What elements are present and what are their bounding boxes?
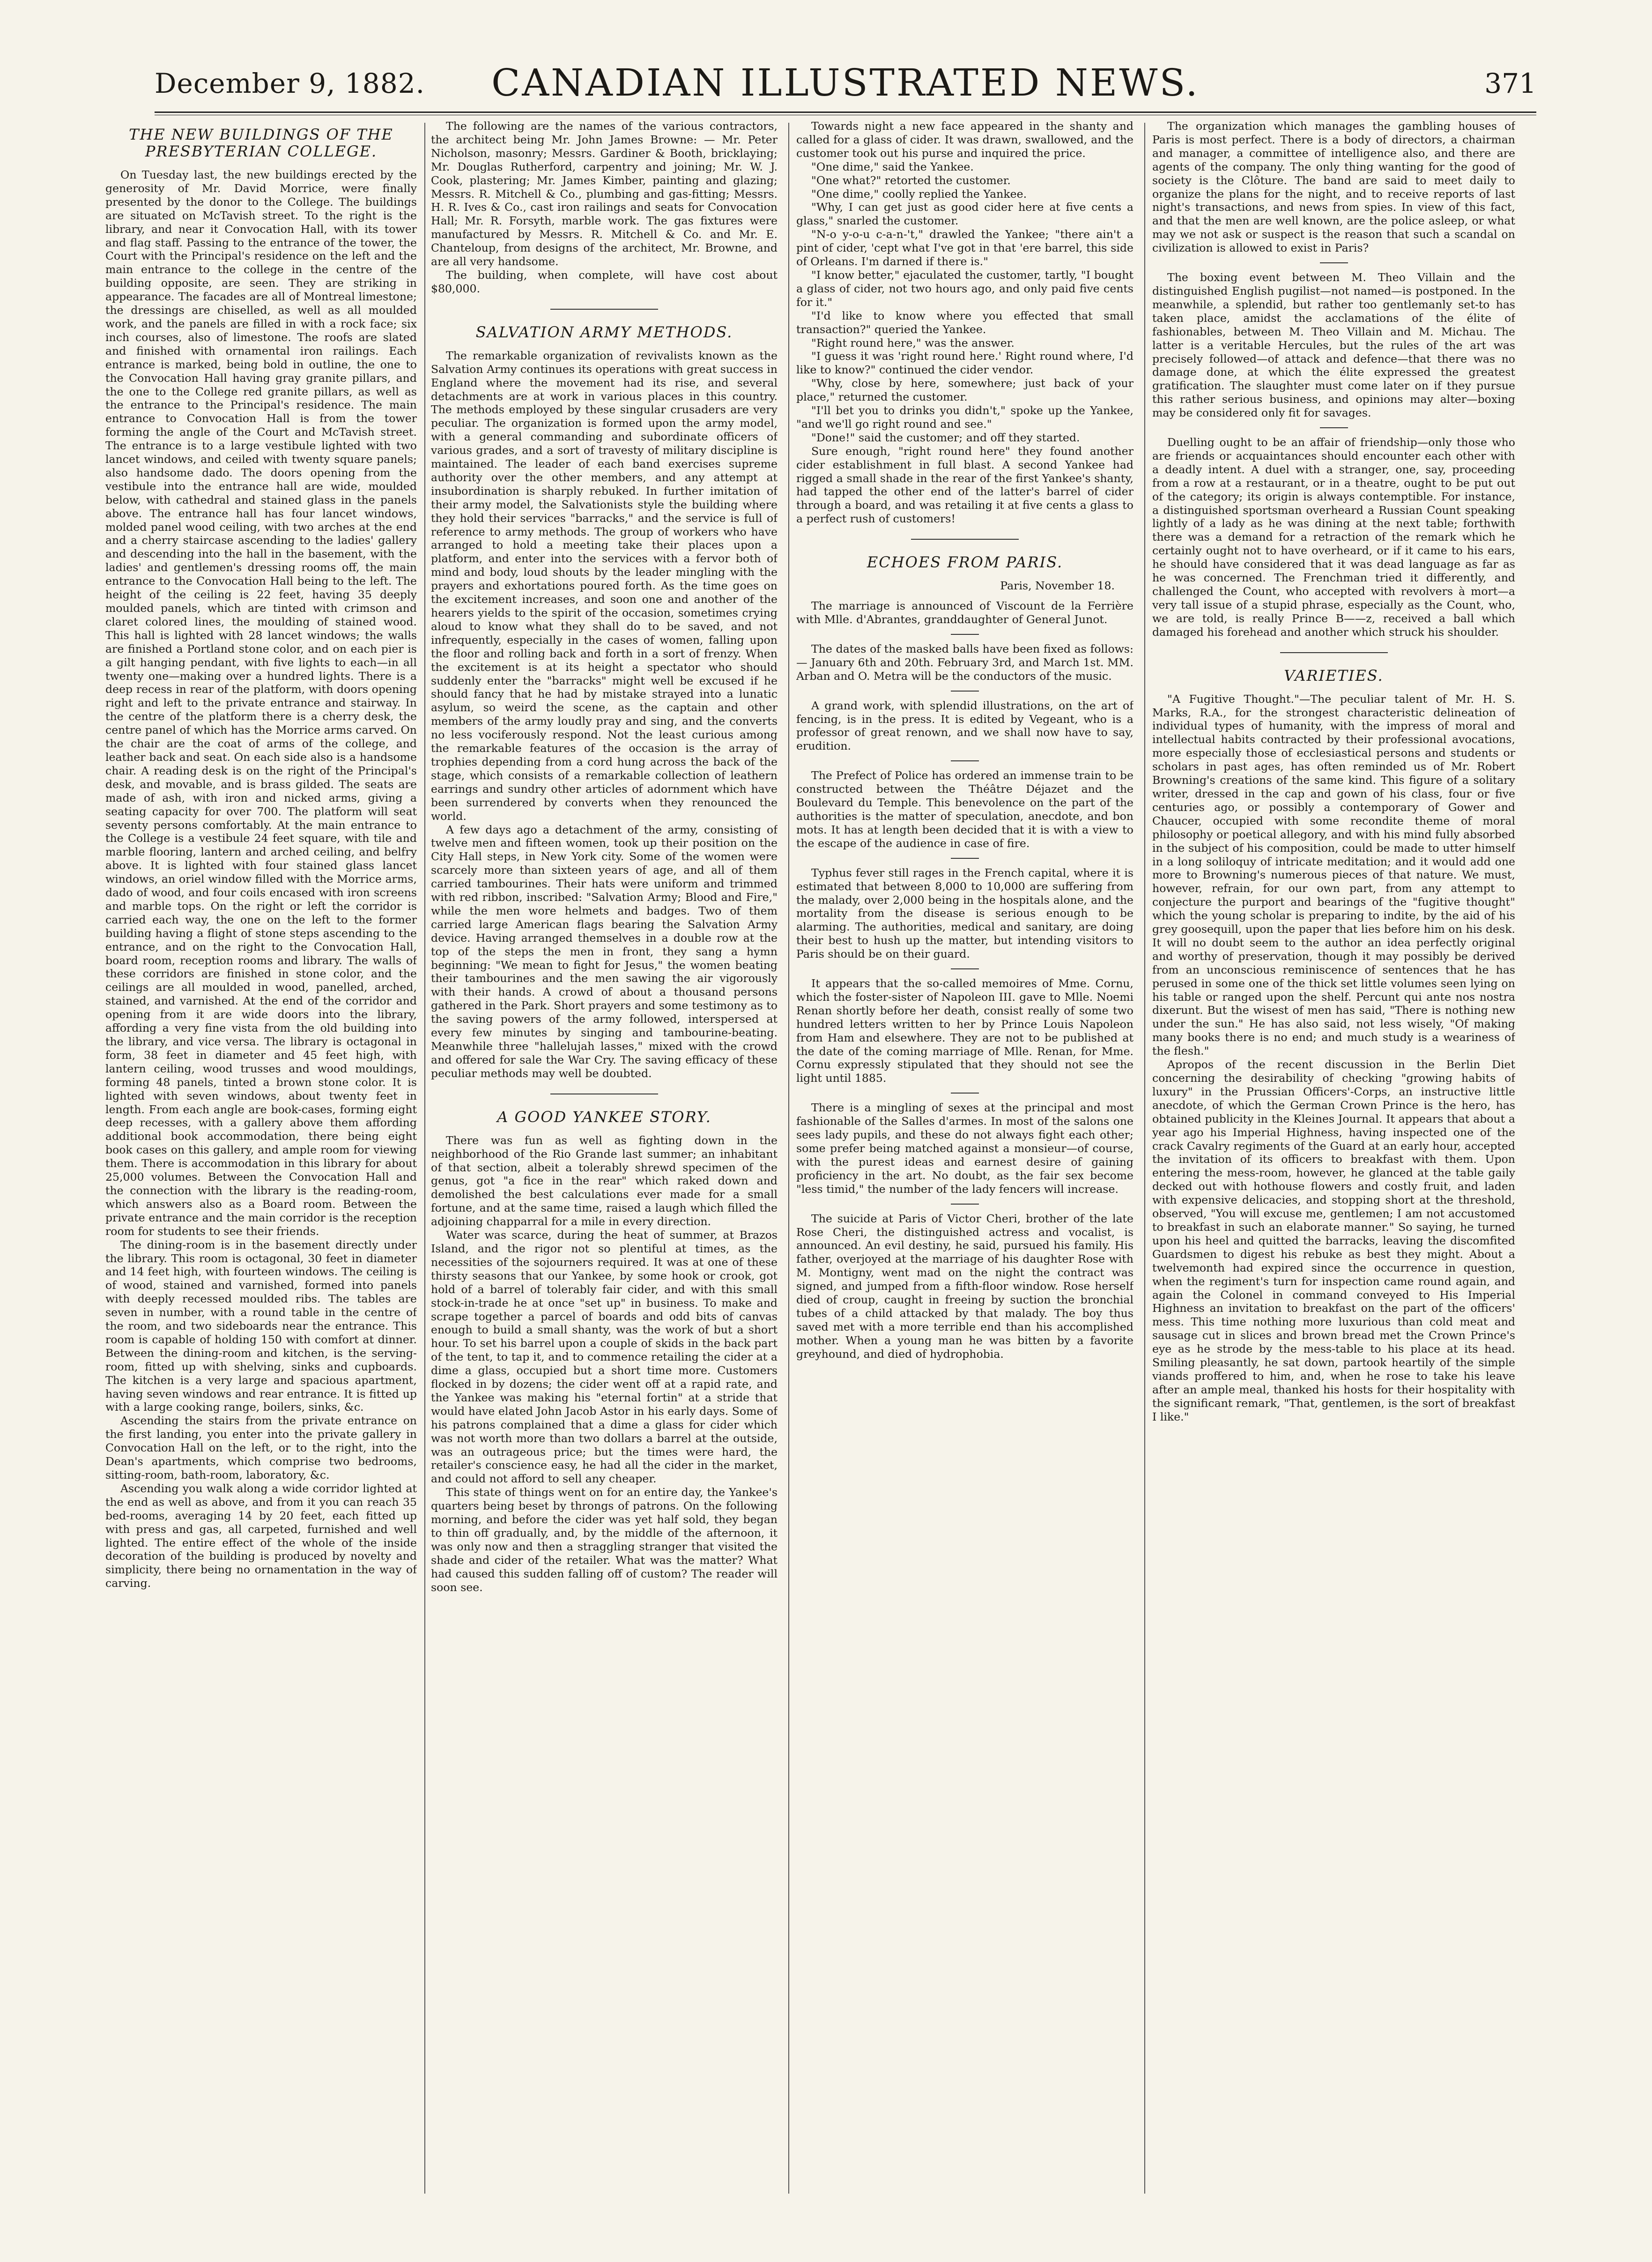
paragraph-separator	[951, 1204, 979, 1205]
column-3	[796, 119, 1133, 2200]
paragraph-separator	[1320, 427, 1348, 428]
article-paragraph: "A Fugitive Thought."—The peculiar talent of Mr. H. S. Marks, R.A., for the strongest characteristic delineation of individual types of humanity, with the impress of moral and intellectual habits contracted by their professional avocations, more especially those of ecclesiastical persons and students or scholars in past ages, has often reminded us of Mr. Robert Browning's creations of the same kind. This figure of a solitary writer, dressed in the cap and gown of his class, four or five centuries ago, or possibly a contemporary of Gower and Chaucer, occupied with some recondite theme of moral philosophy or poetical allegory, and with his mind fully absorbed in the subject of his composition, could be made to utter himself in a long soliloquy of intricate meditation; and it would add one more to Browning's numerous pieces of that nature. We must, however, refrain, for our own part, from any attempt to conjecture the purport and bearings of the "fugitive thought" which the young scholar is preparing to indite, by the aid of his grey goosequill, upon the paper that lies before him on his desk. It will no doubt seem to the author an idea perfectly original and worthy of preservation, though it may possibly be derived from an unconscious reminiscence of sentences that he has perused in some one of the thick set little volumes seen lying on his table or ranged upon the shelf. Percunt qui ante nos nostra dixerunt. But the wisest of men has said, "There is nothing new under the sun." He has also said, not less wisely, "Of making many books there is no end; and much study is a weariness of the flesh."	[1152, 692, 1515, 1058]
paragraph-separator	[951, 858, 979, 859]
issue-date: December 9, 1882.	[155, 67, 425, 99]
newspaper-title: CANADIAN ILLUSTRATED NEWS.	[491, 61, 1200, 104]
article-paragraph: The dining-room is in the basement directly under the library. This room is octagonal, 30 feet in diameter and 14 feet high, with fourteen windows. The ceiling is of wood, stained and varnished, formed into panels with deeply recessed moulded ribs. The tables are seven in number, with a round table in the centre of the room, and two sideboards near the entrance. This room is capable of holding 150 with comfort at dinner. Between the dining-room and kitchen, is the serving-room, fitted up with shelving, sinks and cupboards. The kitchen is a very large and spacious apartment, having seven windows and rear entrance. It is fitted up with a large cooking range, boilers, sinks, &c.	[105, 1238, 417, 1414]
article-title-presbyterian-college: THE NEW BUILDINGS OF THE PRESBYTERIAN COLLEGE.	[129, 126, 393, 160]
article-paragraph: Apropos of the recent discussion in the Berlin Diet concerning the desirability of checking "growing habits of luxury" in the Prussian Officers'-Corps, an instructive little anecdote, of which the German Crown Prince is the hero, has obtained publicity in the Kleines Journal. It appears that about a year ago his Imperial Highness, having inspected one of the crack Cavalry regiments of the Guard at an early hour, accepted the invitation of its officers to breakfast with them. Upon entering the mess-room, however, he glanced at the table gaily decked out with hothouse flowers and costly fruit, and laden with expensive delicacies, and stopping short at the threshold, observed, "You will excuse me, gentlemen; I am not accustomed to breakfast in such an elaborate manner." So saying, he turned upon his heel and quitted the barracks, leaving the discomfited Guardsmen to digest his rebuke as best they might. About a twelvemonth had expired since the occurrence in question, when the regiment's turn for inspection came round again, and again the Colonel in command conveyed to His Imperial Highness an invitation to breakfast on the part of the officers' mess. This time nothing more luxurious than cold meat and sausage cut in slices and brown bread met the Crown Prince's eye as he strode by the mess-table to his place at its head. Smiling pleasantly, he sat down, partook heartily of the simple viands proffered to him, and, when he rose to take his leave after an ample meal, thanked his hosts for their hospitality with the significant remark, "That, gentlemen, is the sort of breakfast I like."	[1152, 1058, 1515, 1423]
article-paragraph: "Why, I can get just as good cider here at five cents a glass," snarled the customer.	[796, 201, 1133, 228]
article-paragraph: Ascending the stairs from the private entrance on the first landing, you enter into the private gallery in Convocation Hall on the left, or to the right, into the Dean's apartments, which comprise two bedrooms, sitting-room, bath-room, laboratory, &c.	[105, 1414, 417, 1481]
article-title-salvation-army: SALVATION ARMY METHODS.	[475, 323, 733, 341]
article-paragraph: "One what?" retorted the customer.	[811, 173, 1011, 187]
article-paragraph: There was fun as well as fighting down in the neighborhood of the Rio Grande last summer; an inhabitant of that section, albeit a tolerably shrewd specimen of the genus, got "a fice in the rear" which raked down and demolished the best calculations ever made for a small fortune, and at the same time, raised a laugh which filled the adjoining chapparral for a mile in every direction.	[431, 1133, 778, 1228]
article-paragraph: Water was scarce, during the heat of summer, at Brazos Island, and the rigor not so plentiful at times, as the necessities of the sojourners required. It was at one of these thirsty seasons that our Yankee, by some hook or crook, got hold of a barrel of tolerably fair cider, and with this small stock-in-trade he at once "set up" in business. To make and scrape together a parcel of boards and odd bits of canvas enough to build a small shanty, was the work of but a short hour. To set his barrel upon a couple of skids in the back part of the tent, to tap it, and to commence retailing the cider at a dime a glass, occupied but a short time more. Customers flocked in by dozens; the cider went off at a rapid rate, and the Yankee was making his "eternal fortin" at a stride that would have elated John Jacob Astor in his early days. Some of his patrons complained that a dime a glass for cider which was not worth more than two dollars a barrel at the outside, was an outrageous price; but the times were hard, the retailer's conscience easy, he had all the cider in the market, and could not afford to sell any cheaper.	[431, 1228, 778, 1486]
column-divider	[1144, 123, 1145, 2194]
article-paragraph: "Right round here," was the answer.	[811, 336, 1015, 350]
article-paragraph: On Tuesday last, the new buildings erected by the generosity of Mr. David Morrice, were finally presented by the donor to the College. The buildings are situated on McTavish street. To the right is the library, and near it Convocation Hall, with its tower and flag staff. Passing to the entrance of the tower, the Court with the Principal's residence on the left and the main entrance to the college in the centre of the building opposite, are seen. They are striking in appearance. The facades are all of Montreal limestone; the dressings are chiselled, as well as all moulded work, and the panels are filled in with a rock face; six inch courses, also of limestone. The roofs are slated and finished with ornamental iron railings. Each entrance is marked, being bold in outline, the one to the Convocation Hall having gray granite pillars, and the one to the College red granite pillars, as well as the entrance to the Principal's residence. The main entrance to Convocation Hall is from the tower forming the angle of the Court and McTavish street. The entrance is to a large vestibule lighted with two lancet windows, and ceiled with twenty square panels; also handsome dado. The doors opening from the vestibule into the entrance hall are wide, moulded below, with cathedral and stained glass in the panels above. The entrance hall has four lancet windows, molded panel wood ceiling, with two arches at the end and a cherry staircase ascending to the ladies' gallery and descending into the hall in the basement, with the ladies' and gentlemen's dressing rooms off, the main entrance to the Convocation Hall being to the left. The height of the ceiling is 22 feet, having 35 deeply moulded panels, which are tinted with crimson and claret colored lines, the moulding of stained wood. This hall is lighted with 28 lancet windows; the walls are finished a Portland stone color, and on each pier is a gilt hanging pendant, with five lights to each—in all twenty one—making over a hundred lights. There is a deep recess in rear of the platform, with doors opening right and left to the private entrance and stairway. In the centre of the platform there is a cherry desk, the centre panel of which has the Morrice arms carved. On the chair are the coat of arms of the college, and leather back and seat. On each side also is a handsome chair. A reading desk is on the right of the Principal's desk, and movable, and is brass gilded. The seats are made of ash, with iron and nicked arms, giving a seating capacity for over 700. The platform will seat seventy persons comfortably. At the main entrance to the College is a vestibule 24 feet square, with tile and marble flooring, lantern and arched ceiling, and belfry above. It is lighted with four stained glass lancet windows, an oriel window filled with the Morrice arms, dado of wood, and four coils encased with iron screens and marble tops. On the right or left the corridor is carried each way, the one on the left to the former building having a flight of stone steps ascending to the entrance, and on the right to the Convocation Hall, board room, reception rooms and library. The walls of these corridors are finished in stone color, and the ceilings are all moulded in wood, panelled, arched, stained, and varnished. At the end of the corridor and opening from it are wide doors into the library, affording a very fine vista from the old building into the library, and vice versa. The library is octagonal in form, 38 feet in diameter and 45 feet high, with lantern ceiling, wood trusses and wood mouldings, forming 48 panels, tinted a brown stone color. It is lighted with seven windows, about twenty feet in length. From each angle are book-cases, forming eight deep recesses, with a gallery above them affording additional book accommodation, there being eight book cases on this gallery, and ample room for viewing them. There is accommodation in this library for about 25,000 volumes. Between the Convocation Hall and the connection with the library is the reading-room, which answers also as a Board room. Between the private entrance and the main corridor is the reception room for students to see their friends.	[105, 168, 417, 1238]
article-paragraph: Duelling ought to be an affair of friendship—only those who are friends or acquaintances should encounter each other with a deadly intent. A duel with a stranger, one, say, proceeding from a row at a restaurant, or in a theatre, ought to be put out of the category; its origin is always contemptible. For instance, a distinguished sportsman overheard a Russian Count speaking lightly of a lady as he was dining at the next table; forthwith there was a demand for a retraction of the remark which he certainly ought not to have overheard, or if it came to his ears, he should have considered that it was dead language as far as he was concerned. The Frenchman tried it differently, and challenged the Count, who accepted with revolvers à mort—a very tall issue of a stupid phrase, especially as the Count, who, we are told, is really Prince B——z, received a ball which damaged his forehead and another which struck his shoulder.	[1152, 436, 1515, 639]
article-paragraph: "I guess it was 'right round here.' Right round where, I'd like to know?" continued the cider vendor.	[796, 350, 1133, 377]
paragraph-separator	[951, 1093, 979, 1094]
article-paragraph: The following are the names of the various contractors, the architect being Mr. John James Browne: — Mr. Peter Nicholson, masonry; Messrs. Gardiner & Booth, bricklaying; Mr. Douglas Rutherford, carpentry and joining; Mr. W. J. Cook, plastering; Mr. James Kimber, painting and glazing; Messrs. R. Mitchell & Co., plumbing and gas-fitting; Messrs. H. R. Ives & Co., cast iron railings and seats for Convocation Hall; Mr. R. Forsyth, marble work. The gas fixtures were manufactured by Messrs. R. Mitchell & Co. and Mr. E. Chanteloup, from designs of the architect, Mr. Browne, and are all very handsome.	[431, 119, 778, 268]
article-paragraph: The marriage is announced of Viscount de la Ferrière with Mlle. d'Abrantes, granddaughter of General Junot.	[796, 599, 1133, 626]
article-title-yankee-story: A GOOD YANKEE STORY.	[497, 1108, 711, 1126]
article-paragraph: There is a mingling of sexes at the principal and most fashionable of the Salles d'armes. In most of the salons one sees lady pupils, and these do not always fight each other; some prefer being matched against a monsieur—of course, with the purest ideas and earnest desire of gaining proficiency in the art. No doubt, as the fair sex become "less timid," the number of the lady fencers will increase.	[796, 1101, 1133, 1196]
section-separator	[1280, 652, 1388, 653]
article-paragraph: "Done!" said the customer; and off they started.	[811, 431, 1080, 444]
article-paragraph: The dates of the masked balls have been fixed as follows: — January 6th and 20th. February 3rd, and March 1st. MM. Arban and O. Metra will be the conductors of the music.	[796, 642, 1133, 683]
masthead-rule	[155, 112, 1536, 113]
article-paragraph: The building, when complete, will have cost about $80,000.	[431, 268, 778, 295]
article-paragraph: Ascending you walk along a wide corridor lighted at the end as well as above, and from it you can reach 35 bed-rooms, averaging 14 by 20 feet, each fitted up with press and gas, all carpeted, furnished and well lighted. The entire effect of the whole of the inside decoration of the building is produced by novelty and simplicity, there being no ornamentation in the way of carving.	[105, 1481, 417, 1590]
paragraph-separator	[951, 691, 979, 692]
dateline: Paris, November 18.	[1000, 579, 1115, 593]
article-paragraph: This state of things went on for an entire day, the Yankee's quarters being beset by throngs of patrons. On the following morning, and before the cider was yet half sold, they began to thin off gradually, and, by the middle of the afternoon, it was only now and then a straggling stranger that visited the shade and cider of the retailer. What was the matter? What had caused this sudden falling off of custom? The reader will soon see.	[431, 1486, 778, 1594]
article-paragraph: "Why, close by here, somewhere; just back of your place," returned the customer.	[796, 377, 1133, 404]
section-separator	[911, 539, 1019, 540]
column-divider	[788, 123, 789, 2194]
article-paragraph: "I'd like to know where you effected that small transaction?" queried the Yankee.	[796, 309, 1133, 336]
column-1	[105, 119, 417, 2200]
page-number: 371	[1484, 67, 1536, 99]
paragraph-separator	[951, 968, 979, 969]
masthead	[155, 56, 1536, 112]
article-paragraph: The boxing event between M. Theo Villain and the distinguished English pugilist—not named—is postponed. In the meanwhile, a splendid, but rather too gentlemanly set-to has taken place, amidst the acclamations of the élite of fashionables, between M. Theo Villain and M. Michau. The latter is a veritable Hercules, but the rules of the art was precisely followed—of attack and defence—that there was no damage done, at which the élite expressed the greatest gratification. The slaughter must come later on if they pursue this rather serious business, and opinions may alter—boxing may be considered only fit for savages.	[1152, 271, 1515, 420]
article-paragraph: Typhus fever still rages in the French capital, where it is estimated that between 8,000 to 10,000 are suffering from the malady, over 2,000 being in the hospitals alone, and the mortality from the disease is serious enough to be alarming. The authorities, medical and sanitary, are doing their best to hush up the matter, but intending visitors to Paris should be on their guard.	[796, 866, 1133, 961]
article-paragraph: "I know better," ejaculated the customer, tartly, "I bought a glass of cider, not two hours ago, and only paid five cents for it."	[796, 268, 1133, 309]
paragraph-separator	[1320, 262, 1348, 263]
column-4	[1152, 119, 1515, 2200]
paragraph-separator	[951, 634, 979, 635]
article-paragraph: The suicide at Paris of Victor Cheri, brother of the late Rose Cheri, the distinguished actress and vocalist, is announced. An evil destiny, he said, pursued his family. His father, overjoyed at the marriage of his daughter Rose with M. Montigny, went mad on the night the contract was signed, and jumped from a fifth-floor window. Rose herself died of croup, caught in freeing by suction the bronchial tubes of a child attacked by that malady. The boy thus saved met with a more terrible end than his accomplished mother. When a young man he was bitten by a favorite greyhound, and died of hydrophobia.	[796, 1212, 1133, 1361]
article-paragraph: It appears that the so-called memoires of Mme. Cornu, which the foster-sister of Napoleon III. gave to Mlle. Noemi Renan shortly before her death, consist really of some two hundred letters written to her by Prince Louis Napoleon from Ham and elsewhere. They are not to be published at the date of the coming marriage of Mlle. Renan, for Mme. Cornu expressly stipulated that they should not see the light until 1885.	[796, 977, 1133, 1085]
section-separator	[550, 309, 658, 310]
article-paragraph: The remarkable organization of revivalists known as the Salvation Army continues its operations with great success in England where the movement had its rise, and several detachments are at work in various places in this country. The methods employed by these singular crusaders are very peculiar. The organization is formed upon the army model, with a general commanding and subordinate officers of various grades, and a sort of travesty of military discipline is maintained. The leader of each band exercises supreme authority over the other members, and any attempt at insubordination is sharply rebuked. In further imitation of their army model, the Salvationists style the building where they hold their services "barracks," and the service is full of reference to army methods. The group of workers who have arranged to hold a meeting take their places upon a platform, and enter into the services with a fervor both of mind and body, loud shouts by the leader mingling with the prayers and exhortations poured forth. As the time goes on the excitement increases, and soon one and another of the hearers yields to the spirit of the occasion, sometimes crying aloud to know what they shall do to be saved, and not infrequently, especially in the cases of women, falling upon the floor and rolling back and forth in a sort of frenzy. When the excitement is at its height a spectator who should suddenly enter the "barracks" might well be excused if he should fancy that he had by mistake strayed into a lunatic asylum, so weird the scene, as the captain and other members of the army loudly pray and sing, and the converts no less vociferously respond. Not the least curious among the remarkable features of the occasion is the array of trophies depending from a cord hung across the back of the stage, which consists of a remarkable collection of leathern earrings and sundry other articles of adornment which have been surrendered by converts when they renounced the world.	[431, 349, 778, 823]
column-divider	[424, 123, 425, 2194]
article-paragraph: Towards night a new face appeared in the shanty and called for a glass of cider. It was drawn, swallowed, and the customer took out his purse and inquired the price.	[796, 119, 1133, 160]
paragraph-separator	[951, 760, 979, 761]
article-paragraph: A grand work, with splendid illustrations, on the art of fencing, is in the press. It is edited by Vegeant, who is a professor of great renown, and we shall now have to say, erudition.	[796, 699, 1133, 753]
article-title-echoes-paris: ECHOES FROM PARIS.	[867, 553, 1063, 572]
column-2	[431, 119, 778, 2200]
article-title-varieties: VARIETIES.	[1284, 666, 1384, 685]
article-paragraph: Sure enough, "right round here" they found another cider establishment in full blast. A second Yankee had rigged a small shade in the rear of the first Yankee's shanty, had tapped the other end of the latter's barrel of cider through a board, and was retailing it at five cents a glass to a perfect rush of customers!	[796, 444, 1133, 526]
article-paragraph: "One dime," coolly replied the Yankee.	[811, 187, 1027, 201]
article-paragraph: The organization which manages the gambling houses of Paris is most perfect. There is a body of directors, a chairman and manager, a committee of intelligence also, and there are agents of the company. The only thing wanting for the good of society is the Clôture. The band are said to meet daily to organize the plans for the night, and to receive reports of last night's transactions, and news from spies. In view of this fact, and that the men are well known, are the police asleep, or what may we not ask or suspect is the reason that such a scandal on civilization is allowed to exist in Paris?	[1152, 119, 1515, 255]
article-paragraph: The Prefect of Police has ordered an immense train to be constructed between the Théâtre Déjazet and the Boulevard du Temple. This benevolence on the part of the authorities is the matter of speculation, anecdote, and bon mots. It has at length been decided that it is with a view to the escape of the audience in case of fire.	[796, 769, 1133, 850]
article-paragraph: "N-o y-o-u c-a-n-'t," drawled the Yankee; "there ain't a pint of cider, 'cept what I've got in that 'ere barrel, this side of Orleans. I'm darned if there is."	[796, 228, 1133, 268]
article-paragraph: "One dime," said the Yankee.	[811, 160, 974, 173]
article-paragraph: "I'll bet you to drinks you didn't," spoke up the Yankee, "and we'll go right round and see."	[796, 404, 1133, 431]
article-paragraph: A few days ago a detachment of the army, consisting of twelve men and fifteen women, took up their position on the City Hall steps, in New York city. Some of the women were scarcely more than sixteen years of age, and all of them carried tambourines. Their hats were uniform and trimmed with red ribbon, inscribed: "Salvation Army; Blood and Fire," while the men wore helmets and badges. Two of them carried large American flags bearing the Salvation Army device. Having arranged themselves in a double row at the top of the steps the men in front, they sang a hymn beginning: "We mean to fight for Jesus," the women beating their tambourines and the men sawing the air vigorously with their hands. A crowd of about a thousand persons gathered in the Park. Short prayers and some testimony as to the saving powers of the army followed, interspersed at every few minutes by singing and tambourine-beating. Meanwhile three "hallelujah lasses," mixed with the crowd and offered for sale the War Cry. The saving efficacy of these peculiar methods may well be doubted.	[431, 823, 778, 1080]
